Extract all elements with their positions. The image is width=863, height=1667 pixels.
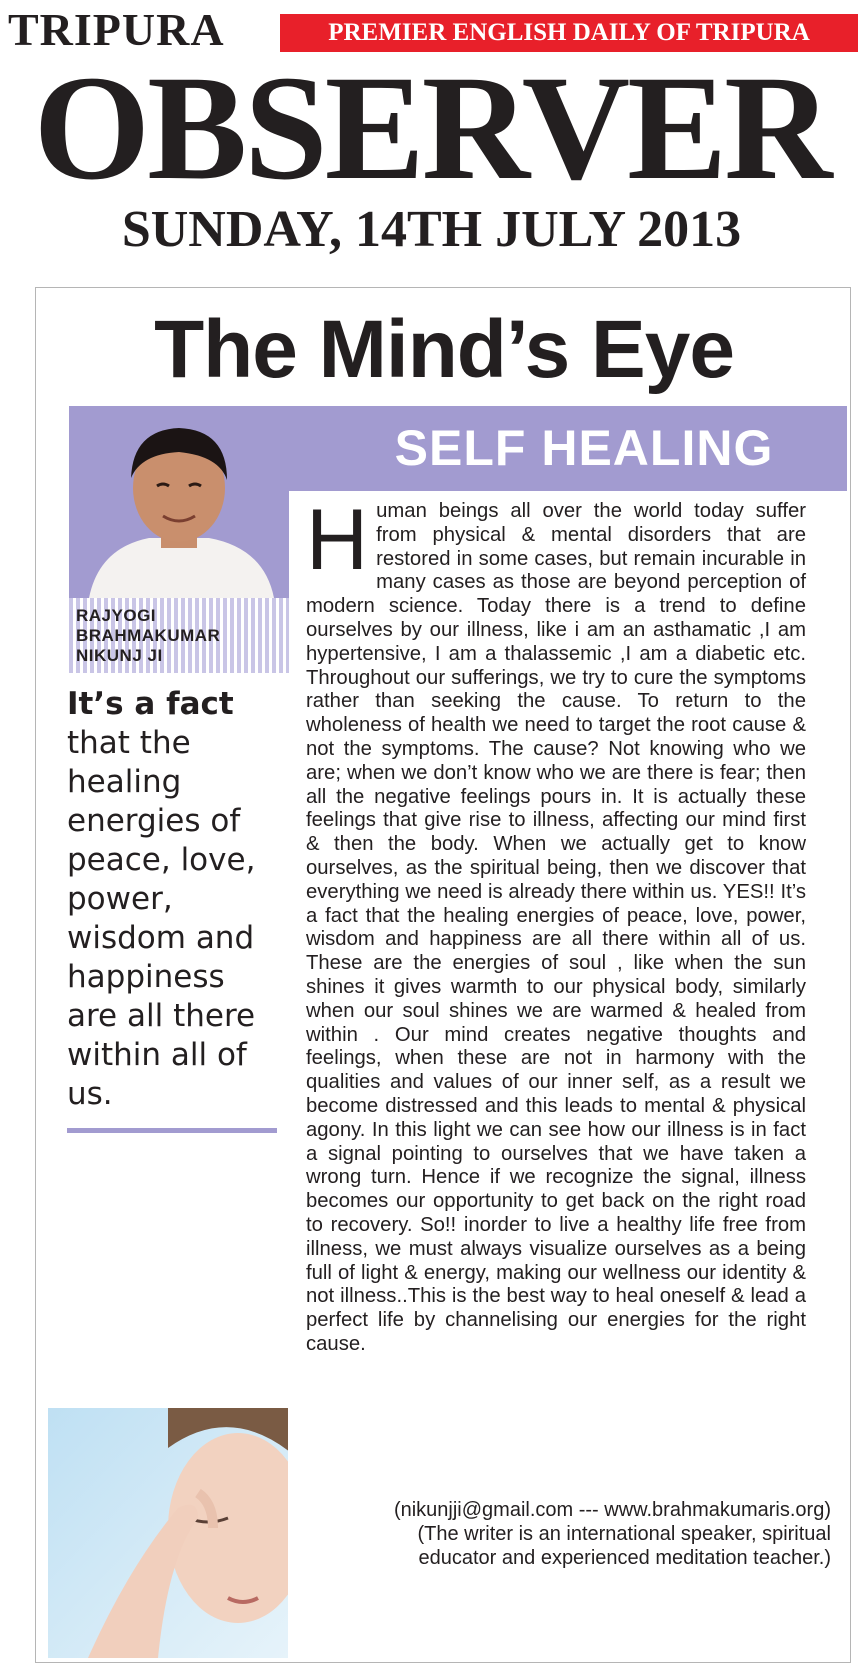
newspaper-title: OBSERVER: [33, 45, 830, 211]
issue-date: SUNDAY, 14TH JULY 2013: [121, 201, 742, 258]
section-title: SELF HEALING: [394, 420, 774, 476]
article-box: [35, 287, 851, 1663]
article-body-text: uman beings all over the world today suffer from physical & mental disorders that are restored in some cases, but remain incurable in many cases as those are beyond perception of modern science. Today there is a trend to define ourselves by our illness, like i am an asthamatic ,I am hypertensive, I am a thalassemic ,I am a diabetic etc. Throughout our sufferings, we try to cure the symptoms rather than seeking the cause. To return to the wholeness of health we need to target the root cause & not the symptoms. The cause? Not knowing who we are; when we don’t know who we are there is fear; then all the negative feelings pours in. It is actually these feelings that give rise to illness, affecting our mind first & then the body. When we actually get to know ourselves, as the spiritual being, then we discover that everything we need is already there within us. YES!! It’s a fact that the healing energies of peace, love, power, wisdom and happiness are all there within all of us. These are the energies of soul , like when the sun shines it gives warmth to our physical body, similarly when our soul shines we are warmed & healed from within . Our mind creates negative thoughts and feelings, when these are not in harmony with the qualities and values of our inner self, as a result we become distressed and this leads to mental & physical agony. In this light we can see how our illness is in fact a signal pointing to ourselves that we have taken a wrong turn. Hence if we recognize the signal, illness becomes our opportunity to get back on the right road to recovery. So!! inorder to live a healthy life free from illness, we must always visualize ourselves as a being full of light & energy, making our wellness our identity & not illness..This is the best way to heal oneself & lead a perfect life by channelising our energies for the right cause.: [306, 500, 806, 1355]
author-note-line: (The writer is an international speaker, spiritual: [417, 1523, 831, 1545]
brand-small: TRIPURA: [8, 4, 225, 55]
byline-line: RAJYOGI: [76, 606, 157, 625]
byline-line: BRAHMAKUMAR: [76, 626, 221, 645]
tagline-banner: PREMIER ENGLISH DAILY OF TRIPURA: [280, 14, 858, 52]
article-headline: The Mind’s Eye: [154, 304, 734, 395]
author-portrait: [69, 408, 289, 598]
article-footer: [306, 1498, 831, 1570]
byline-line: NIKUNJ JI: [76, 646, 163, 665]
author-portrait-image: [69, 408, 289, 598]
drop-cap: H: [306, 492, 369, 588]
article-body: [306, 492, 806, 1357]
author-note-line: educator and experienced meditation teacher.): [418, 1547, 831, 1569]
pull-quote-text: that the healing energies of peace, love, power, wisdom and happiness are all there within all of us.: [67, 725, 256, 1112]
pull-quote: [67, 685, 282, 1114]
pull-quote-rule: [67, 1128, 277, 1133]
meditation-photo: [48, 1408, 288, 1658]
author-byline: [76, 606, 286, 666]
meditation-face-image: [48, 1408, 288, 1658]
contact-line: (nikunjji@gmail.com --- www.brahmakumaris.org): [393, 1499, 831, 1521]
pull-quote-lead: It’s a fact: [67, 686, 234, 722]
